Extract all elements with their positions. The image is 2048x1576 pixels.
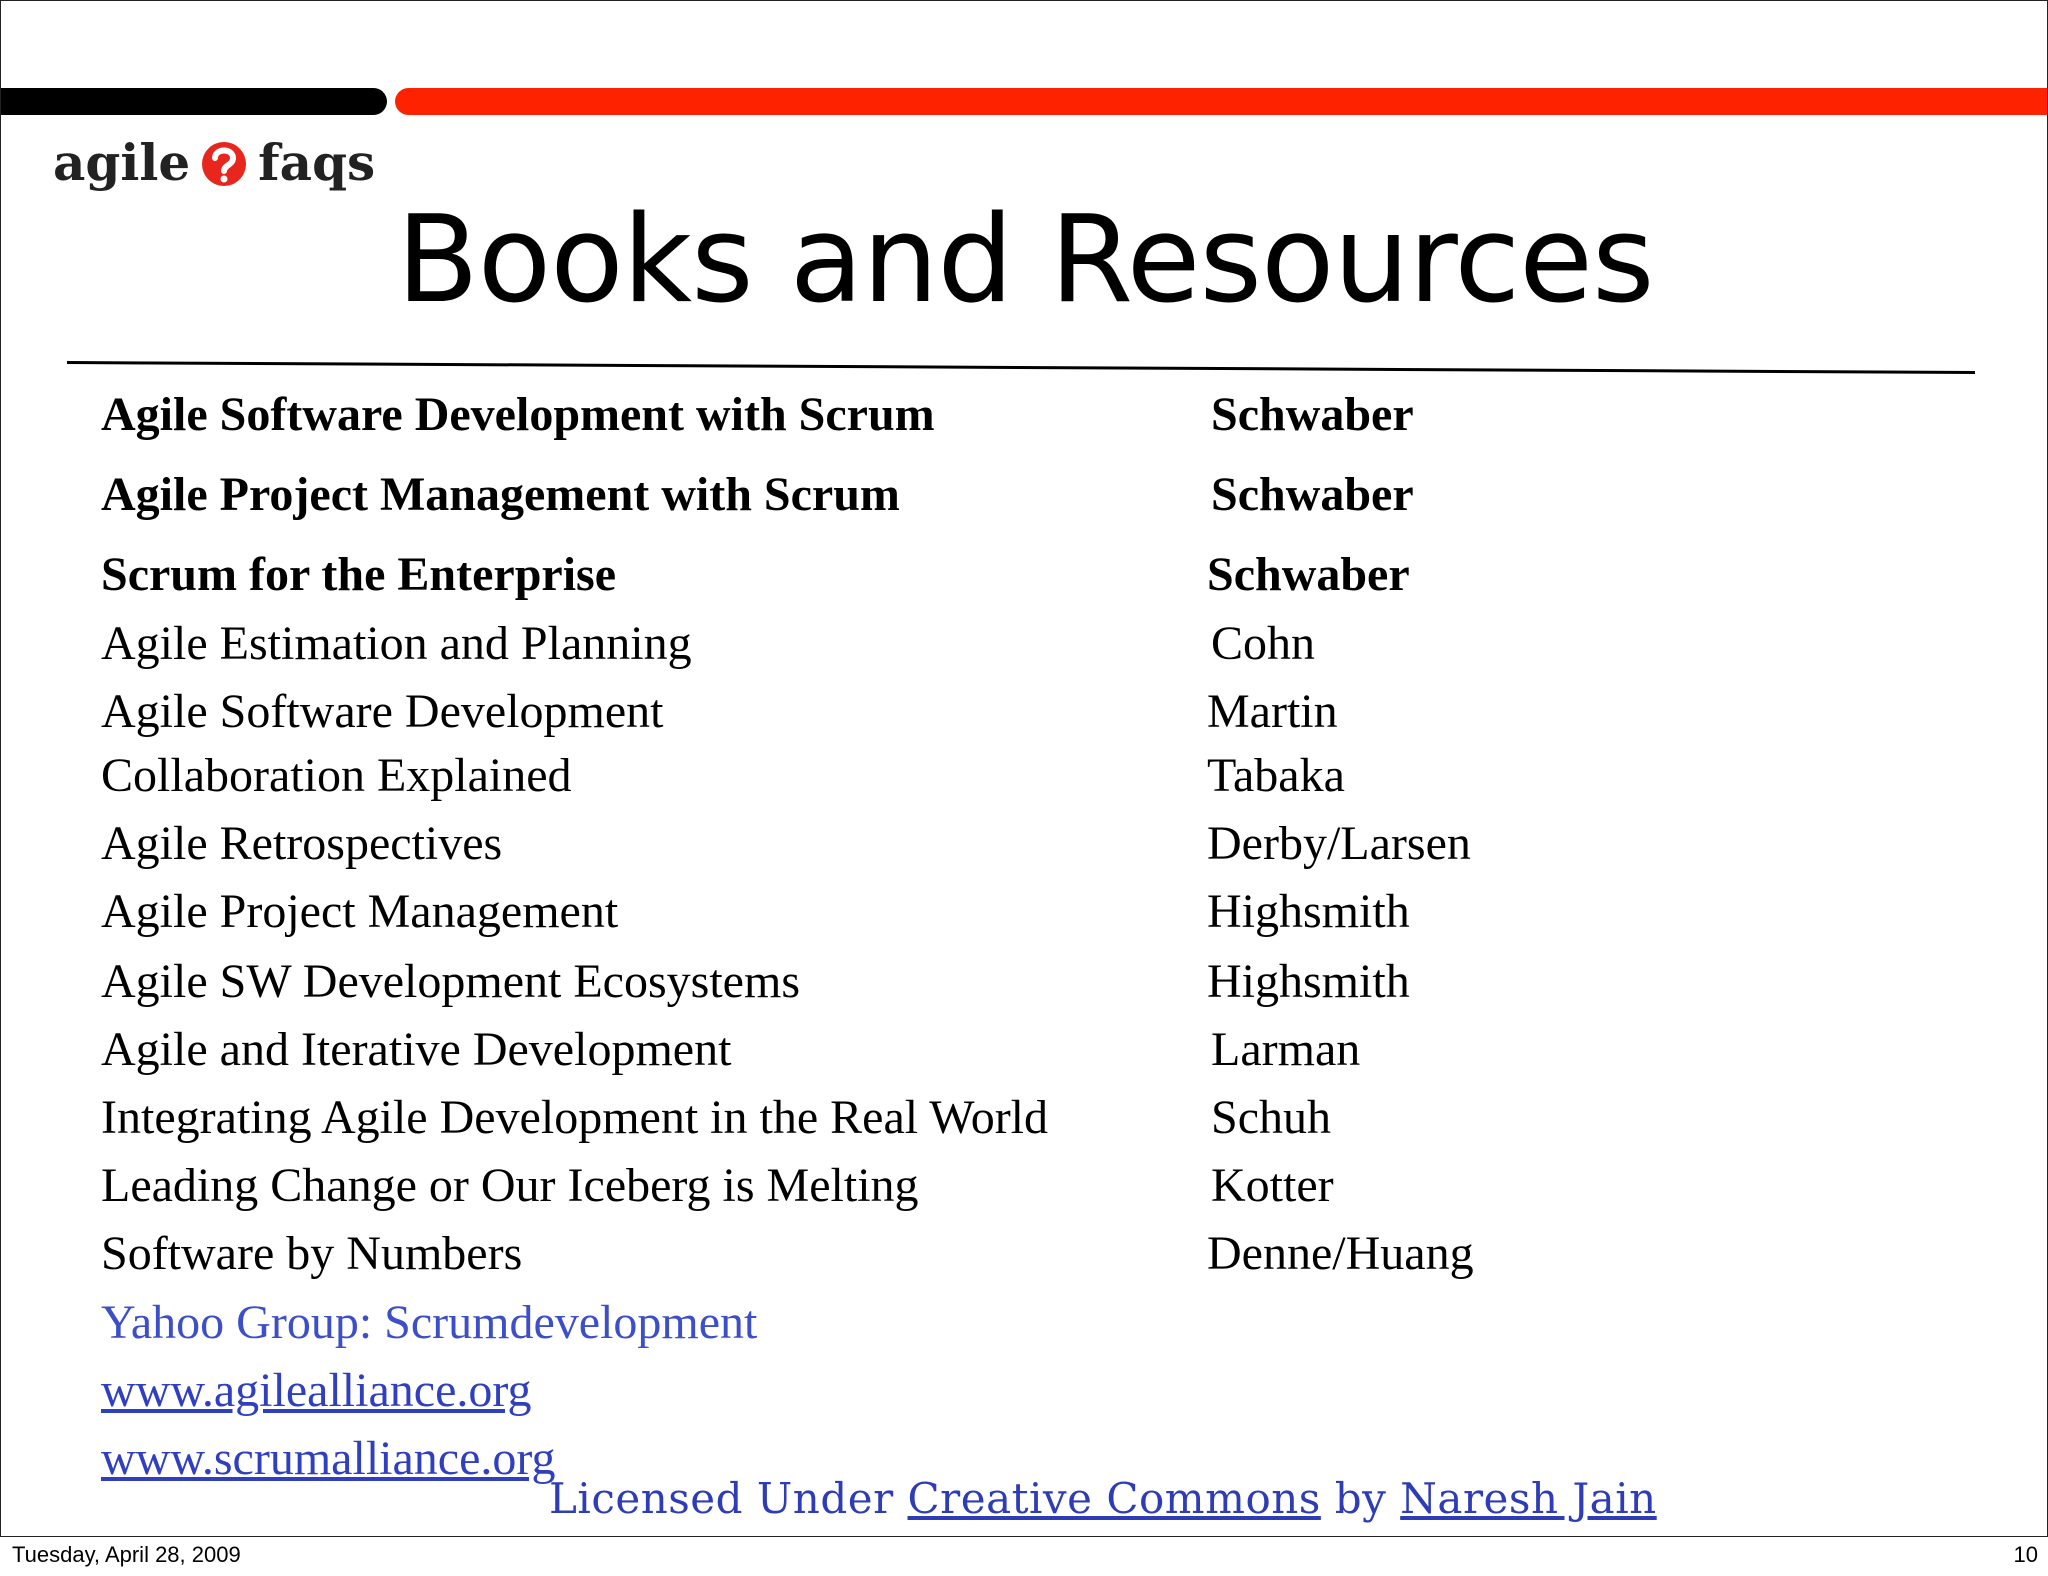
book-row (101, 465, 2047, 525)
book-title: Agile Project Management (101, 885, 619, 938)
book-title: Agile Software Development with Scrum (101, 388, 935, 441)
book-author: Schwaber (1211, 388, 1414, 441)
book-title: Agile Estimation and Planning (101, 617, 692, 670)
book-author: Schuh (1211, 1091, 1331, 1144)
book-row (101, 1156, 2047, 1216)
book-author: Highsmith (1207, 955, 1410, 1008)
book-row (101, 746, 2047, 806)
header-bar-red (395, 88, 2048, 115)
logo-text-left: agile (53, 132, 191, 192)
book-row (101, 682, 2047, 742)
book-author: Derby/Larsen (1207, 817, 1471, 870)
book-author: Larman (1211, 1023, 1361, 1076)
header-bar-black (1, 88, 387, 115)
book-row (101, 882, 2047, 942)
agilealliance-link[interactable]: www.agilealliance.org (101, 1364, 532, 1417)
book-row (101, 545, 2047, 605)
book-author: Tabaka (1207, 749, 1345, 802)
book-row (101, 614, 2047, 674)
naresh-jain-link[interactable]: Naresh Jain (1400, 1474, 1657, 1523)
book-author: Denne/Huang (1207, 1227, 1474, 1280)
footer-date: Tuesday, April 28, 2009 (12, 1542, 241, 1567)
book-author: Martin (1207, 685, 1338, 738)
book-title: Agile and Iterative Development (101, 1023, 732, 1076)
book-author: Highsmith (1207, 885, 1410, 938)
book-title: Scrum for the Enterprise (101, 548, 617, 601)
creative-commons-link[interactable]: Creative Commons (907, 1474, 1321, 1523)
book-row (101, 1088, 2047, 1148)
yahoo-group-resource: Yahoo Group: Scrumdevelopment (101, 1296, 758, 1349)
logo-text-right: faqs (258, 132, 376, 192)
book-author: Cohn (1211, 617, 1316, 670)
book-author: Kotter (1211, 1159, 1334, 1212)
scrumalliance-link[interactable]: www.scrumalliance.org (101, 1432, 556, 1485)
agile-faqs-logo (53, 127, 375, 197)
book-title: Agile Retrospectives (101, 817, 503, 870)
book-row (101, 1020, 2047, 1080)
book-title: Leading Change or Our Iceberg is Melting (101, 1159, 919, 1212)
book-row (101, 952, 2047, 1012)
book-title: Software by Numbers (101, 1227, 523, 1280)
question-mark-logo-icon (200, 140, 248, 188)
book-title: Agile Project Management with Scrum (101, 468, 900, 521)
license-middle: by (1320, 1474, 1401, 1523)
book-row (101, 814, 2047, 874)
book-author: Schwaber (1207, 548, 1410, 601)
book-row (101, 385, 2047, 445)
title-divider (67, 361, 1975, 374)
book-title: Agile SW Development Ecosystems (101, 955, 800, 1008)
slide-title: Books and Resources (396, 191, 1654, 330)
book-row (101, 1224, 2047, 1284)
book-title: Collaboration Explained (101, 749, 572, 802)
book-author: Schwaber (1211, 468, 1414, 521)
book-title: Agile Software Development (101, 685, 664, 738)
book-title: Integrating Agile Development in the Real World (101, 1091, 1049, 1144)
footer-page-number: 10 (2013, 1542, 2038, 1567)
license-notice (549, 1471, 1657, 1527)
license-prefix: Licensed Under (549, 1474, 908, 1523)
